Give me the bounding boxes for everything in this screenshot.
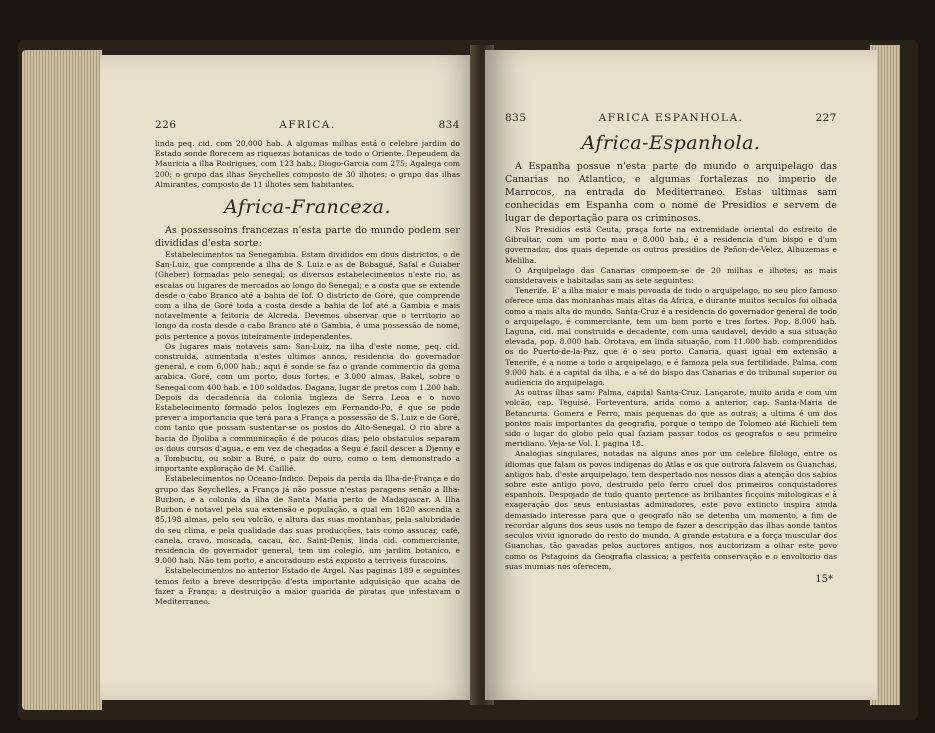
right-paragraph: Nos Presidios está Ceuta, praça forte na extremidade oriental do estreito de Gibraltar, com um porto mau e 8.000 hab.; é a residencia d'um bispo e d'um governador, dos quais depende os outros presidios de Peñon-de-Velez, Alhuzemas e Melilha. (505, 225, 837, 265)
right-paragraph: Tenerife. E' a ilha maior e mais povoada de todo o arquipelago, no seu pico famoso oferece uma das montanhas mais altas da Africa, e durante muitos seculos foi olhada como a mais alta do mundo. Santa-Cruz é a residencia do governador general de todo o arquipelago, é commerciante, tem um bom porto e tres fortes. Pop. 8.000 hab. Laguna, cid. mal construida e decadente, com uma saudavel, devido a sua situação elevada, pop. 8.000 hab. Orotava, em linda situação, com 11.000 hab. comprendidos os do Puerto-de-la-Paz, que é o seu porto. Canaria, quasi igual em extensão a Tenerife, é a nome a todo o arquipelago, e é famoza pela sua fertilidade. Palma, com 9.000 hab. é a capital da ilha, e a sé do bispo das Canarias e do tribunal superior ou audiencia do arquipelago. (505, 286, 837, 388)
left-page-number: 226 (155, 119, 177, 131)
right-running-head (505, 112, 837, 124)
right-page-content (505, 112, 837, 585)
left-paragraph: Estabelecimentos no anterior Estado de Argel. Nas paginas 189 e seguintes temos feito a breve descripção d'esta importante adquisição que acaba de fazer a França; a destruição a maior guarida de piratas que infestavam o Mediterraneo. (155, 566, 460, 606)
right-page-number-alt: 835 (505, 112, 527, 124)
right-page-number: 227 (815, 112, 837, 124)
right-paragraph: As outras ilhas sam: Palma, capital Santa-Cruz. Lançarote, muito arida e com um volcão, cap. Teguisé. Forteventura, arida como a anterior, cap. Santa-Maria de Betancuria. Gomera e Ferro, mais pequenas do que as outras; a ultima é um dos pontos mais importantes da geografia, porque o tempo de Tolomeo até Richieli tem sido o lugar do globo pelo qual faziam passar todos os geografos o seu primeiro meridiano. Veja-se Vol. I. pagina 18. (505, 388, 837, 449)
right-paragraph: Analogias singulares, notadas na alguns anos por um celebre filologo, entre os idiomas que falam os povos indigenas do Atlas e os que outrora falavem os Guanchas, antigos hab. d'este arquipelago, tem despertado nos nossos dias a atenção dos sabios sobre este antigo povo, destruido pelo ferro cruel dos primeiros conquistadores espanhois. Despojado de tudo quanto pertence as brilhantes ficçoins mitologicas e à exageração dos seus entusiastas admiradores, este povo extincto inspira ainda demasiado interesse para que o geografo não se detenha um momento, a fim de recordar alguns dos seus usos no tempo de fazer a descripção das ilhas aonde tantos seculos viviu ignorado do resto do mundo. A grande estatura e a força muscular dos Guanchas, tão gavadas pelos auctores antigos, nos auctorizam a olhar este povo como os Patagoins da Geografia classica; a perfeita conservação e o envoltorio das suas mumias nos oferecem, (505, 449, 837, 571)
right-page (485, 50, 877, 700)
left-running-head (155, 119, 460, 131)
signature-mark: 15* (815, 573, 833, 585)
left-paragraph: Estabelecimentos na Senegambia. Estam divididos em dous districtos, o de San-Luiz, que comprende a ilha de S. Luiz e as de Bobagué, Safal e Guiaber (Gheber) formadas pelo senegal; os diversos estabelecimentos n'este rio, as escalas ou lugares de mercados ao longo do Senegal; e a costa que se extende desde o cabo Branco até a bahia de Iof. O districto de Goré, que comprende com a ilha de Goré toda a costa desde a bahia de Iof até a Gambia e mais notavelmente a feitoria de Alcreda. Devemos observar que o territorio ao longo da costa desde o cabo Branco até o Gambia, é uma possessão de nome, pois pertence a povos inteiramente independentes. (155, 250, 460, 341)
left-paragraph: linda peq. cid. com 20,000 hab. A algumas milhas está o celebre jardim do Estado sonde florecem as riquezas botanicas de todo o Oriente. Depeudem da Mauricia a ilha Rodrigues, com 123 hab.; Diogo-Garcia com 275; Agalega com 200; o grupo das ilhas Seychelles composto de 30 ilhotes; o grupo das ilhas Almirantes, composto de 11 ilhotes sem habitantes. (155, 139, 460, 189)
left-page-content (155, 119, 460, 607)
left-paragraph: As possessoins francezas n'esta parte do mundo podem ser divididas d'esta sorte: (155, 225, 460, 250)
left-page (100, 55, 480, 700)
left-page-number-alt: 834 (438, 119, 460, 131)
section-title-franceza: Africa-Franceza. (223, 196, 392, 219)
right-lead-paragraph: A Espanha possue n'esta parte do mundo o arquipelago das Canarias no Atlantico, e algumas fortalezas no imperio de Marrocos, na entrada do Mediterraneo. Estas ultimas sam conhecidas em Espanha com o nome de Presidios e servem de lugar de deportação para os criminosos. (505, 161, 837, 224)
left-paragraph: Os lugares mais notaveis sam: San-Luiz, na ilha d'este nome, peq. cid. construida, aumentada n'estes ultimos annos, residencia do governador general, e com 6,000 hab.; aqui é sonde se faz o grande commercio da goma arabica. Goré, com um porto, dous fortes, e 3.000 almas. Bakel, sobre o Senegal com 400 hab. e 100 soldados. Dagana, lugar de pretos com 1.200 hab. Depois da decadencia da colonia ingleza de Serra Leoa e o novo Estabelecimento formado pelos Inglezes em Fernando-Po, é que se pode prever a importancia que terá para a França a possessão de S. Luiz e de Goré, com tanto que possam sustentar-se os postos do Alto-Senegal. O rio abre a bacia do Djoliba a communicação é de poucos dias; pelo obstaculos separam os dous cursos d'agua, e em vez de chegados a Segu é facil descer a Djenny e a Tombuctu, ou sobir a Buré, o paiz do ouro, como o tem demonstrado a importante exploração de M. Caillié. (155, 341, 460, 474)
section-title-espanhola: Africa-Espanhola. (581, 132, 761, 154)
left-paragraph: Estabelecimentos no Oceano-Indico. Depois da perda da Ilha-de-França e do grupo das Seychelles, a França já não possue n'estas paragens senão a Ilha-Burbon, e a colonia da ilha de Santa Maria perto de Madagascar. A Ilha Burbon é notavel pela sua extensão e população, a qual em 1820 ascendia a 85,198 almas, pelo seu volcão, e altura das suas montanhas, pela salubridade do seu clima, e pela qualidade das suas producções, tais como assucar, café, canela, cravo, moscada, cacau, &c. Saint-Denis, linda cid. commerciante, residencia do governador general, tem um colegio, um jardim botanico, e 9.000 hab. Não tem porto, e ancoradouro está exposto a terriveis furacoins. (155, 474, 460, 566)
left-running-title: AFRICA. (279, 119, 336, 131)
right-paragraph: O Arquipelago das Canarias compoem-se de 20 milhas e ilhotes; as mais consideraveis e habitadas sam as sete seguintes: (505, 265, 837, 286)
right-running-title: AFRICA ESPANHOLA. (598, 112, 744, 124)
page-edges-left (22, 50, 102, 710)
